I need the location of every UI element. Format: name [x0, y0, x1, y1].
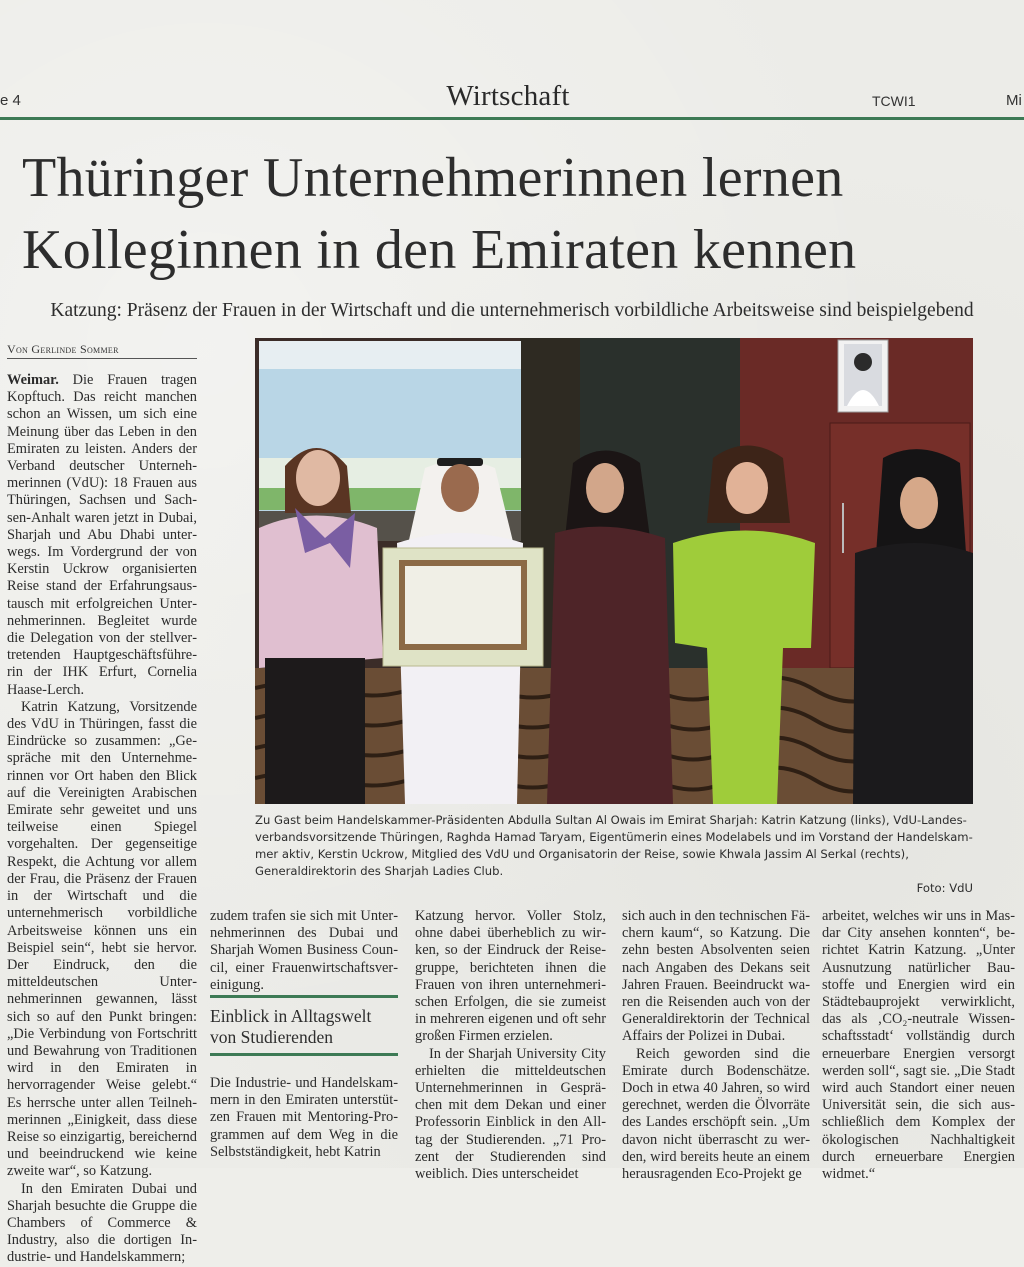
caption-text: Zu Gast beim Handelskammer-Präsidenten Abdulla Sultan Al Owais im Emirat Sharjah: Katrin Katzung (links), VdU-Landesverbandsvorsitzende Thüringen, Raghda Hamad Taryam, Eigentümerin eines Modelabels und im Vorstand der Handelskammer aktiv, Kerstin Uckrow, Mitglied des VdU und Organisatorin der Reise, sowie Khwala Jassim Al Serkal (rechts), Generaldirektorin des Sharjah Ladies Club.	[255, 813, 973, 878]
dateline: Weimar.	[7, 372, 59, 388]
article-column-4	[622, 908, 810, 1183]
photo-credit: Foto: VdU	[916, 881, 973, 895]
paragraph: zudem trafen sie sich mit Unternehmerinnen des Dubai und Sharjah Women Business Council, einer Frauenwirtschaftsvereinigung.	[210, 908, 398, 993]
byline: Von Gerlinde Sommer	[7, 342, 119, 356]
photo-caption	[255, 812, 973, 897]
header-rule	[0, 117, 1024, 120]
photo-illustration	[255, 338, 973, 804]
subheadline: Katzung: Präsenz der Frauen in der Wirtschaft und die unternehmerisch vorbildliche Arbeitsweise sind beispielgebend	[50, 300, 974, 321]
weekday: Mi	[1006, 92, 1022, 109]
headline	[22, 142, 1012, 286]
byline-rule	[7, 358, 197, 359]
paragraph: Die Industrie- und Handelskammern in den Emiraten unterstützen Frauen mit Mentoring-Programmen auf dem Weg in die Selbstständigkeit, hebt Katrin	[210, 1075, 398, 1160]
paragraph: In den Emiraten Dubai und Sharjah besuchte die Gruppe die Chambers of Commerce & Industry, also die dortigen Industrie- und Handelskammern;	[7, 1180, 197, 1266]
section-title: Wirtschaft	[446, 80, 570, 112]
headline-line-1: Thüringer Unternehmerinnen lernen	[22, 147, 844, 209]
article-photo	[255, 338, 973, 804]
article-column-3	[415, 908, 606, 1183]
article-column-5	[822, 908, 1015, 1183]
paragraph: arbeitet, welches wir uns in Masdar City ansehen konnten“, berichtet Katrin Katzung. „Unter Ausnutzung natürlicher Baustoffe und Energien wird ein Städtebauprojekt verwirklicht, das als ‚CO₂-neutrale Wissenschaftsstadt‘ vollständig durch erneuerbare Energien versorgt werden soll“, sagt sie. „Die Stadt wird auch Standort einer neuen Universität sein, die sich ausschließlich dem Komplex der ökologischen Nachhaltigkeit durch erneuerbare Energien widmet.“	[822, 908, 1015, 1183]
edition-code: TCWI1	[872, 93, 916, 109]
paragraph: Katzung hervor. Voller Stolz, ohne dabei überheblich zu wirken, so der Eindruck der Reisegruppe, berichteten ihnen die Frauen von ihren unternehmerischen Erfolgen, die sie zumeist in mehreren eigenen und oft sehr großen Firmen erzielen.	[415, 908, 606, 1045]
article-column-2	[210, 908, 398, 994]
subheading-rule-top	[210, 995, 398, 998]
paragraph: Reich geworden sind die Emirate durch Bodenschätze. Doch in etwa 40 Jahren, so wird gerechnet, werden die Ölvorräte des Landes erschöpft sein. „Um davon nicht überrascht zu werden, wird bereits heute an einem herausragenden Eco-Projekt ge	[622, 1045, 810, 1183]
page-number: e 4	[0, 92, 21, 109]
article-column-1	[7, 372, 197, 1267]
headline-line-2: Kolleginnen in den Emiraten kennen	[22, 219, 857, 281]
paragraph: sich auch in den technischen Fächern kaum“, so Katzung. Die zehn besten Absolventen seien nach Angaben des Dekans seit Jahren Frauen. Beeindruckt waren die Reisenden auch von der Generaldirektorin der Technical Affairs der Polizei in Dubai.	[622, 908, 810, 1045]
paragraph: In der Sharjah University City erhielten die mitteldeutschen Unternehmerinnen in Gesprächen mit dem Dekan und einer Professorin Einblick in den Alltag der Studierenden. „71 Prozent der Studierenden sind weiblich. Dies unterscheidet	[415, 1045, 606, 1183]
intro-paragraph	[7, 372, 197, 699]
article-column-2-continued	[210, 1075, 398, 1161]
subheading-rule-bottom	[210, 1053, 398, 1056]
subheading: Einblick in Alltagswelt von Studierenden	[210, 1006, 372, 1047]
paragraph: Katrin Katzung, Vorsitzende des VdU in Thüringen, fasst die Eindrücke so zusammen: „Gespräche mit den Unternehmerinnen vor Ort haben den Blick auf die Vereinigten Arabischen Emirate sehr geweitet und uns teilweise einen Spiegel vorgehalten. Der gegenseitige Respekt, die Achtung vor allem der Frau, die Präsenz der Frauen in der Wirtschaft und die unternehmerisch vorbildliche Arbeitsweise können uns ein Beispiel sein“, hebt sie hervor. Der Eindruck, den die mitteldeutschen Unternehmerinnen gewannen, lässt sich so auf den Punkt bringen: „Die Verbindung von Fortschritt und Bewahrung von Traditionen wird in den Emiraten in hervorragender Weise gelebt.“ Es herrsche unter allen Teilnehmerinnen „Einigkeit, dass diese Reise so einzigartig, bereichernd und beeindruckend wie keine zweite war“, so Katzung.	[7, 698, 197, 1180]
intro-text: Die Frauen tragen Kopftuch. Das reicht manchen schon an Wissen, um sich eine Meinung über das Leben in den Emiraten zu leisten. Anders der Verband deutscher Unternehmerinnen (VdU): 18 Frauen aus Thüringen, Sachsen und Sachsen-Anhalt waren jetzt in Dubai, Sharjah und Abu Dhabi unterwegs. Im Vordergrund der von Kerstin Uckrow organisierten Reise stand der Erfahrungsaustausch mit erfolgreichen Unternehmerinnen. Begleitet wurde die Delegation von der stellvertretenden Hauptgeschäftsführerin der IHK Erfurt, Cornelia Haase-Lerch.	[7, 372, 197, 698]
